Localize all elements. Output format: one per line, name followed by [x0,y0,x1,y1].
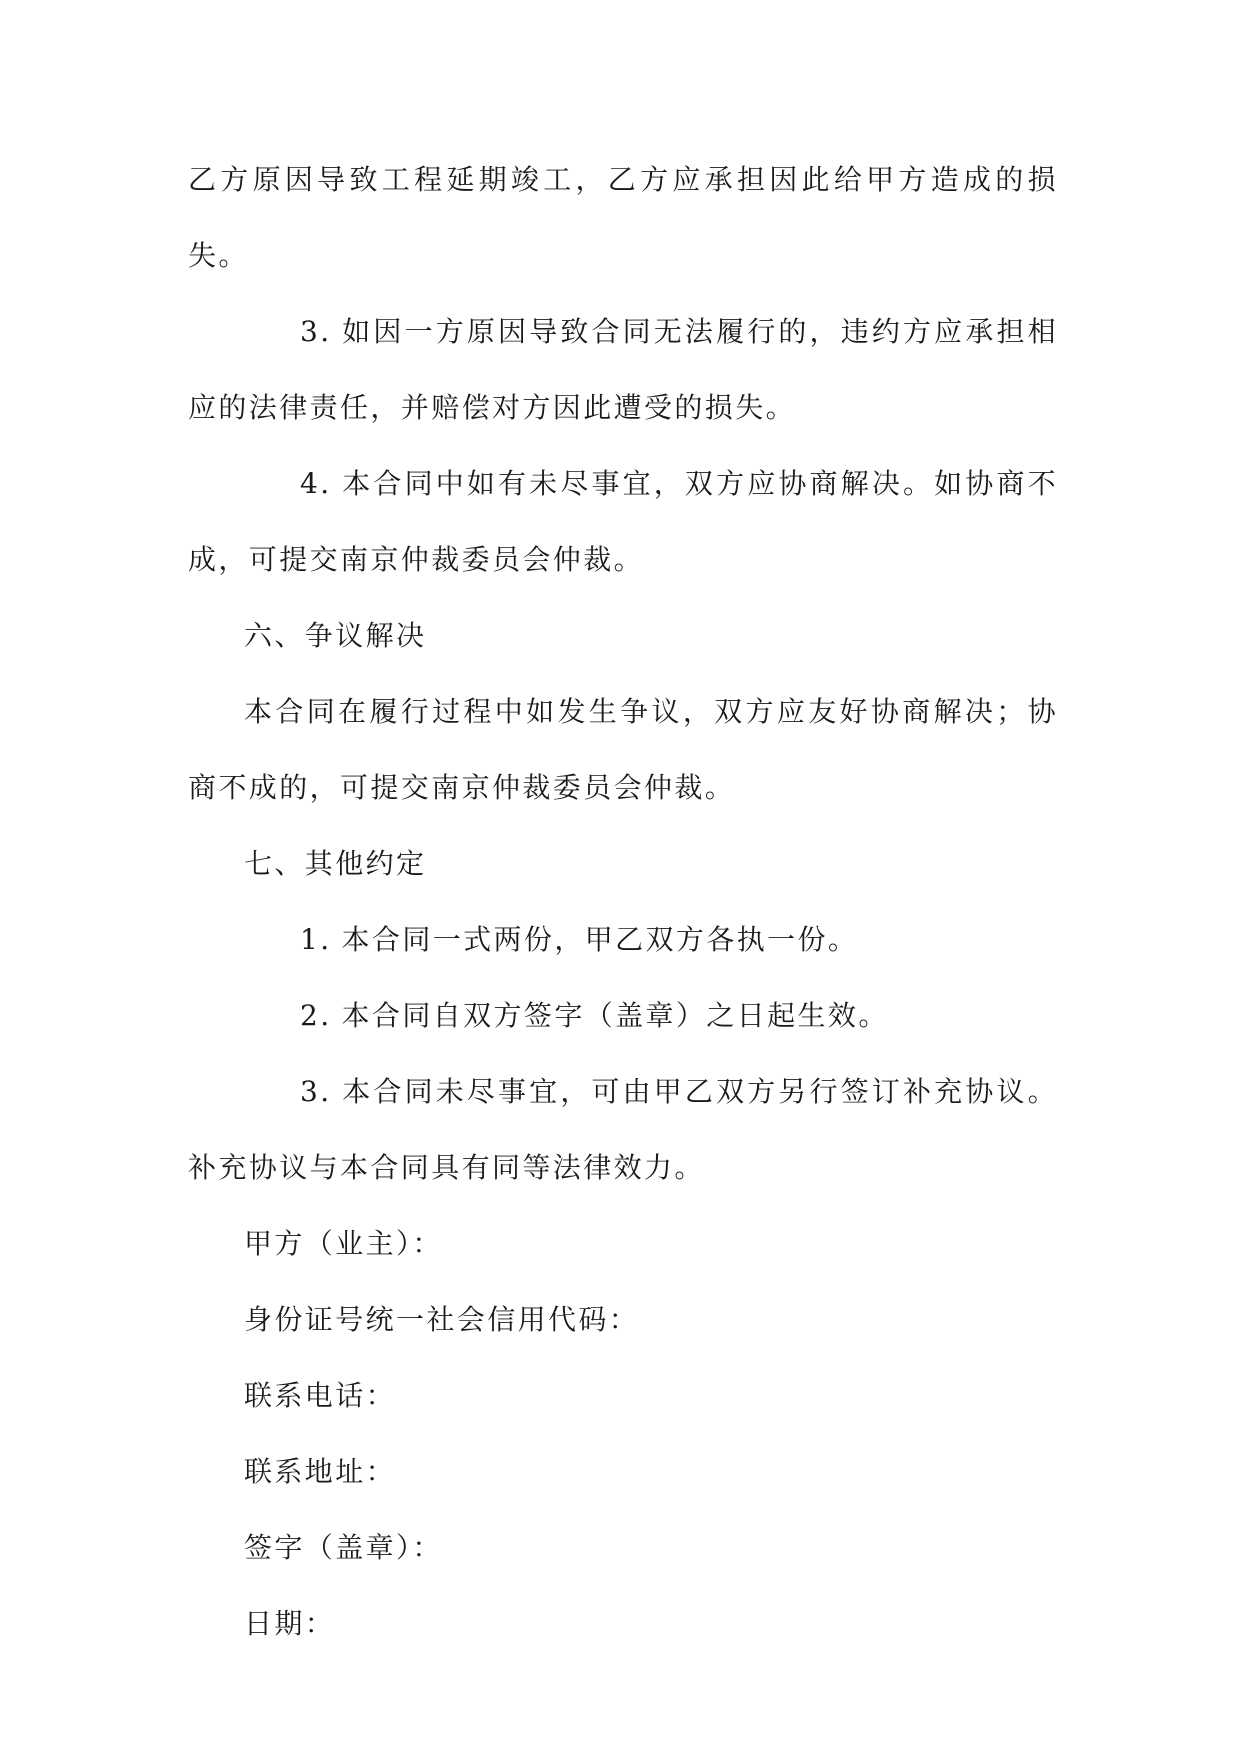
signature-field-label: 日期： [244,1607,336,1640]
paragraph-text: 乙方原因导致工程延期竣工，乙方应承担因此给甲方造成的损失。 [188,163,1058,272]
signature-address [188,1434,1058,1510]
signature-field-label: 签字（盖章）： [244,1531,443,1564]
paragraph-text: 本合同一式两份，甲乙双方各执一份。 [341,923,859,956]
list-number: 4. [300,467,332,500]
signature-field-label: 联系地址： [244,1455,397,1488]
list-item-4 [188,446,1058,598]
signature-phone [188,1358,1058,1434]
signature-field-label: 联系电话： [244,1379,397,1412]
paragraph-dispute [188,674,1058,826]
paragraph-text: 本合同自双方签字（盖章）之日起生效。 [341,999,889,1032]
signature-id-number [188,1282,1058,1358]
paragraph-text: 本合同在履行过程中如发生争议，双方应友好协商解决；协商不成的，可提交南京仲裁委员会仲裁。 [188,695,1058,804]
list-number: 3. [300,315,332,348]
list-item-2 [188,978,1058,1054]
list-item-3-other [188,1054,1058,1206]
section-heading-text: 七、其他约定 [244,847,427,880]
signature-date [188,1586,1058,1662]
section-heading-dispute [188,598,1058,674]
signature-field-label: 甲方（业主）： [244,1227,443,1260]
signature-seal [188,1510,1058,1586]
section-heading-other [188,826,1058,902]
list-number: 1. [300,923,332,956]
signature-field-label: 身份证号统一社会信用代码： [244,1303,640,1336]
section-heading-text: 六、争议解决 [244,619,427,652]
list-item-3 [188,294,1058,446]
document-body [188,142,1058,1662]
list-number: 3. [300,1075,332,1108]
paragraph-continuation [188,142,1058,294]
paragraph-text: 本合同未尽事宜，可由甲乙双方另行签订补充协议。补充协议与本合同具有同等法律效力。 [188,1075,1058,1184]
paragraph-text: 如因一方原因导致合同无法履行的，违约方应承担相应的法律责任，并赔偿对方因此遭受的损失。 [188,315,1058,424]
list-item-1 [188,902,1058,978]
signature-party-a [188,1206,1058,1282]
list-number: 2. [300,999,332,1032]
paragraph-text: 本合同中如有未尽事宜，双方应协商解决。如协商不成，可提交南京仲裁委员会仲裁。 [188,467,1058,576]
